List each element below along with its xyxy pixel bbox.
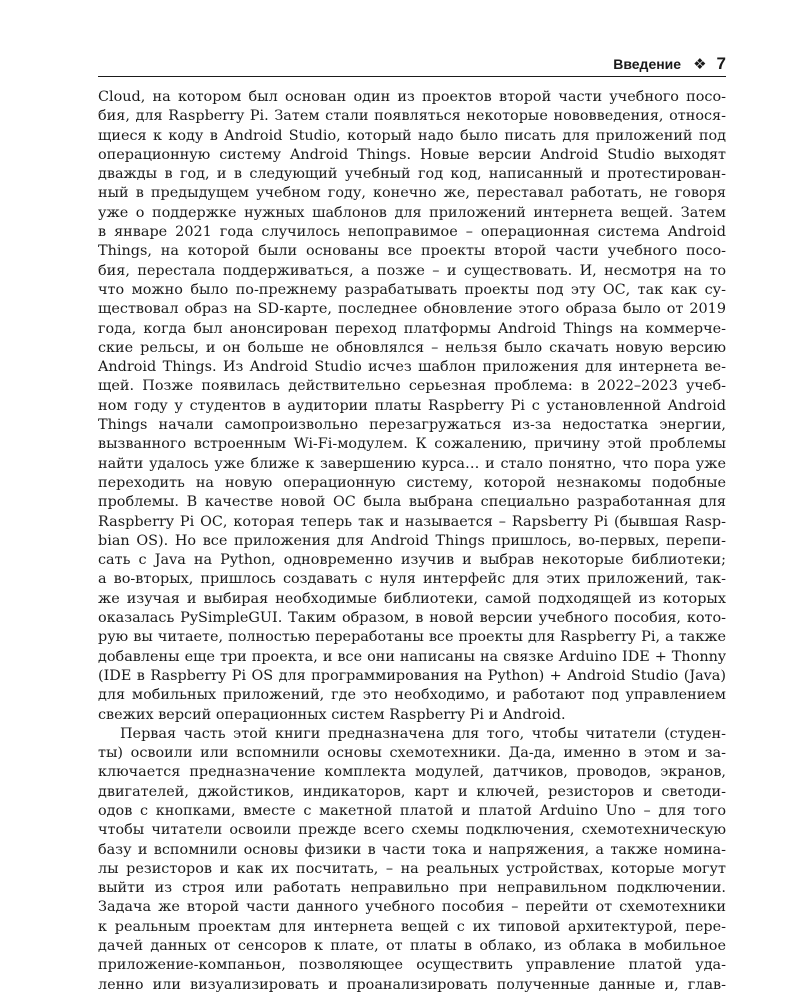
text-line: рую вы читаете, полностью переработаны все проекты для Raspberry Pi, а также: [98, 629, 726, 646]
text-line: бия, для Raspberry Pi. Затем стали появляться некоторые нововведения, относя-: [98, 108, 726, 125]
paragraph: [98, 88, 726, 725]
ornament-icon: ❖: [693, 56, 707, 73]
text-line: что можно было по-прежнему разрабатывать проекты под эту ОС, так как су-: [98, 281, 726, 298]
text-line: ный в предыдущем учебном году, конечно же, переставал работать, не говоря: [98, 185, 726, 202]
body-text: [98, 88, 726, 995]
text-line: приложение-компаньон, позволяющее осуществить управление платой уда-: [98, 957, 726, 974]
text-line: ские рельсы, и он больше не обновлялся – нельзя было скачать новую версию: [98, 339, 726, 356]
text-line: выйти из строя или работать неправильно при неправильном подключении.: [98, 880, 726, 897]
text-line: добавлены еще три проекта, и все они написаны на связке Arduino IDE + Thonny: [98, 648, 726, 665]
chapter-title: Введение: [613, 56, 682, 72]
text-line: одов с кнопками, вместе с макетной платой и платой Arduino Uno – для того: [98, 802, 726, 819]
text-line: операционную систему Android Things. Новые версии Android Studio выходят: [98, 146, 726, 163]
text-line: дважды в год, и в следующий учебный год код, написанный и протестирован-: [98, 166, 726, 183]
text-line: двигателей, джойстиков, индикаторов, карт и ключей, резисторов и светоди-: [98, 783, 726, 800]
text-line: сать с Java на Python, одновременно изучив и выбрав некоторые библиотеки;: [98, 552, 726, 569]
text-line: же изучая и выбирая необходимые библиотеки, самой подходящей из которых: [98, 590, 726, 607]
text-line: Задача же второй части данного учебного пособия – перейти от схемотехники: [98, 899, 726, 916]
header-rule: [98, 76, 726, 77]
text-line: года, когда был анонсирован переход платформы Android Things на коммерче-: [98, 320, 726, 337]
text-line: оказалась PySimpleGUI. Таким образом, в новой версии учебного пособия, кото-: [98, 610, 726, 627]
text-line: ществовал образ на SD-карте, последнее обновление этого образа было от 2019: [98, 301, 726, 318]
text-line: bian OS). Но все приложения для Android Things пришлось, во-первых, перепи-: [98, 532, 726, 549]
text-line: переходить на новую операционную систему, которой незнакомы подобные: [98, 474, 726, 491]
text-line: к реальным проектам для интернета вещей с их типовой архитектурой, пере-: [98, 918, 726, 935]
text-line: лы резисторов и как их посчитать, – на реальных устройствах, которые могут: [98, 860, 726, 877]
text-line: (IDE в Raspberry Pi OS для программирования на Python) + Android Studio (Java): [98, 667, 726, 684]
text-line: Android Things. Из Android Studio исчез шаблон приложения для интернета ве-: [98, 359, 726, 376]
text-line: щиеся к коду в Android Studio, который надо было писать для приложений под: [98, 127, 726, 144]
text-line: в январе 2021 года случилось непоправимое – операционная система Android: [98, 224, 726, 241]
text-line: Things начали самопроизвольно перезагружаться из-за недостатка энергии,: [98, 417, 726, 434]
running-header: [98, 52, 726, 78]
paragraph: [98, 725, 726, 995]
text-line: для мобильных приложений, где это необходимо, и работают под управлением: [98, 687, 726, 704]
text-line: щей. Позже появилась действительно серьезная проблема: в 2022–2023 учеб-: [98, 378, 726, 395]
text-line: ключается предназначение комплекта модулей, датчиков, проводов, экранов,: [98, 764, 726, 781]
text-line: ном году у студентов в аудитории платы Raspberry Pi с установленной Android: [98, 397, 726, 414]
text-line: вызванного встроенным Wi-Fi-модулем. К сожалению, причину этой проблемы: [98, 436, 726, 453]
text-line: уже о поддержке нужных шаблонов для приложений интернета вещей. Затем: [98, 204, 726, 221]
header-right: [613, 54, 726, 74]
text-line: Things, на которой были основаны все проекты второй части учебного посо-: [98, 243, 726, 260]
text-line: Raspberry Pi ОС, которая теперь так и называется – Rapsberry Pi (бывшая Rasp-: [98, 513, 726, 530]
text-line: бия, перестала поддерживаться, а позже – и существовать. И, несмотря на то: [98, 262, 726, 279]
text-line: Первая часть этой книги предназначена для того, чтобы читатели (студен-: [120, 725, 726, 742]
text-line: а во-вторых, пришлось создавать с нуля интерфейс для этих приложений, так-: [98, 571, 726, 588]
text-line: чтобы читатели освоили прежде всего схемы подключения, схемотехническую: [98, 822, 726, 839]
text-line: базу и вспомнили основы физики в части тока и напряжения, а также номина-: [98, 841, 726, 858]
text-line: ты) освоили или вспомнили основы схемотехники. Да-да, именно в этом и за-: [98, 745, 726, 762]
text-line: ленно или визуализировать и проанализировать полученные данные и, глав-: [98, 976, 726, 993]
text-line: свежих версий операционных систем Raspberry Pi и Android.: [98, 706, 566, 723]
text-line: проблемы. В качестве новой ОС была выбрана специально разработанная для: [98, 494, 726, 511]
text-line: Cloud, на котором был основан один из проектов второй части учебного посо-: [98, 89, 726, 105]
page-number: 7: [716, 54, 726, 73]
text-line: дачей данных от сенсоров к плате, от платы в облако, из облака в мобильное: [98, 938, 726, 955]
text-line: найти удалось уже ближе к завершению курса… и стало понятно, что пора уже: [98, 455, 726, 472]
